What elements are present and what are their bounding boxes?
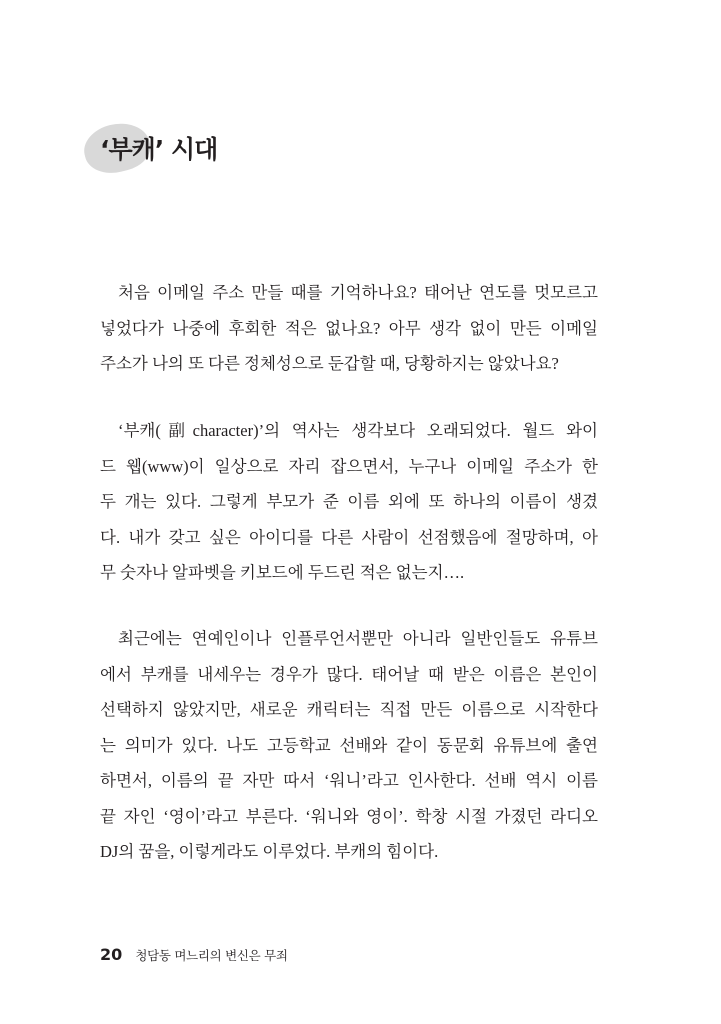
paragraph-line: ‘부캐(副character)’의 역사는 생각보다 오래되었다. 월드 와이 <box>118 421 598 440</box>
paragraph-line: 넣었다가 나중에 후회한 적은 없나요? 아무 생각 없이 만든 이메일 <box>100 318 598 338</box>
paragraph-2 <box>100 413 598 591</box>
paragraph-line: 최근에는 연예인이나 인플루언서뿐만 아니라 일반인들도 유튜브 <box>118 629 598 648</box>
paragraph-line: 하면서, 이름의 끝 자만 따서 ‘워니’라고 인사한다. 선배 역시 이름 <box>100 771 598 790</box>
paragraph-line: DJ의 꿈을, 이렇게라도 이루었다. 부캐의 힘이다. <box>100 842 439 861</box>
chapter-heading: ‘부캐’ 시대 <box>100 135 218 164</box>
paragraph-line: 끝 자인 ‘영이’라고 부른다. ‘워니와 영이’. 학창 시절 가졌던 라디오 <box>100 806 598 826</box>
paragraph-line: 선택하지 않았지만, 새로운 캐릭터는 직접 만든 이름으로 시작한다 <box>100 700 598 719</box>
chapter-heading-block <box>84 124 284 176</box>
paragraph-line: 드 웹(www)이 일상으로 자리 잡으면서, 누구나 이메일 주소가 한 <box>100 456 598 476</box>
paragraph-line: 는 의미가 있다. 나도 고등학교 선배와 같이 동문회 유튜브에 출연 <box>100 735 598 755</box>
paragraph-line: 무 숫자나 알파벳을 키보드에 두드린 적은 없는지…. <box>100 563 465 582</box>
paragraph-line: 처음 이메일 주소 만들 때를 기억하나요? 태어난 연도를 멋모르고 <box>118 283 598 302</box>
paragraph-3 <box>100 621 598 870</box>
paragraph-line: 주소가 나의 또 다른 정체성으로 둔갑할 때, 당황하지는 않았나요? <box>100 354 559 373</box>
paragraph-1 <box>100 275 598 382</box>
page-footer <box>100 945 288 971</box>
paragraph-line: 에서 부캐를 내세우는 경우가 많다. 태어날 때 받은 이름은 본인이 <box>100 664 598 684</box>
paragraph-line: 다. 내가 갖고 싶은 아이디를 다른 사람이 선점했음에 절망하며, 아 <box>100 527 598 547</box>
page-number: 20 <box>100 945 123 964</box>
running-book-title: 청담동 며느리의 변신은 무죄 <box>135 948 288 963</box>
paragraph-line: 두 개는 있다. 그렇게 부모가 준 이름 외에 또 하나의 이름이 생겼 <box>100 492 598 511</box>
